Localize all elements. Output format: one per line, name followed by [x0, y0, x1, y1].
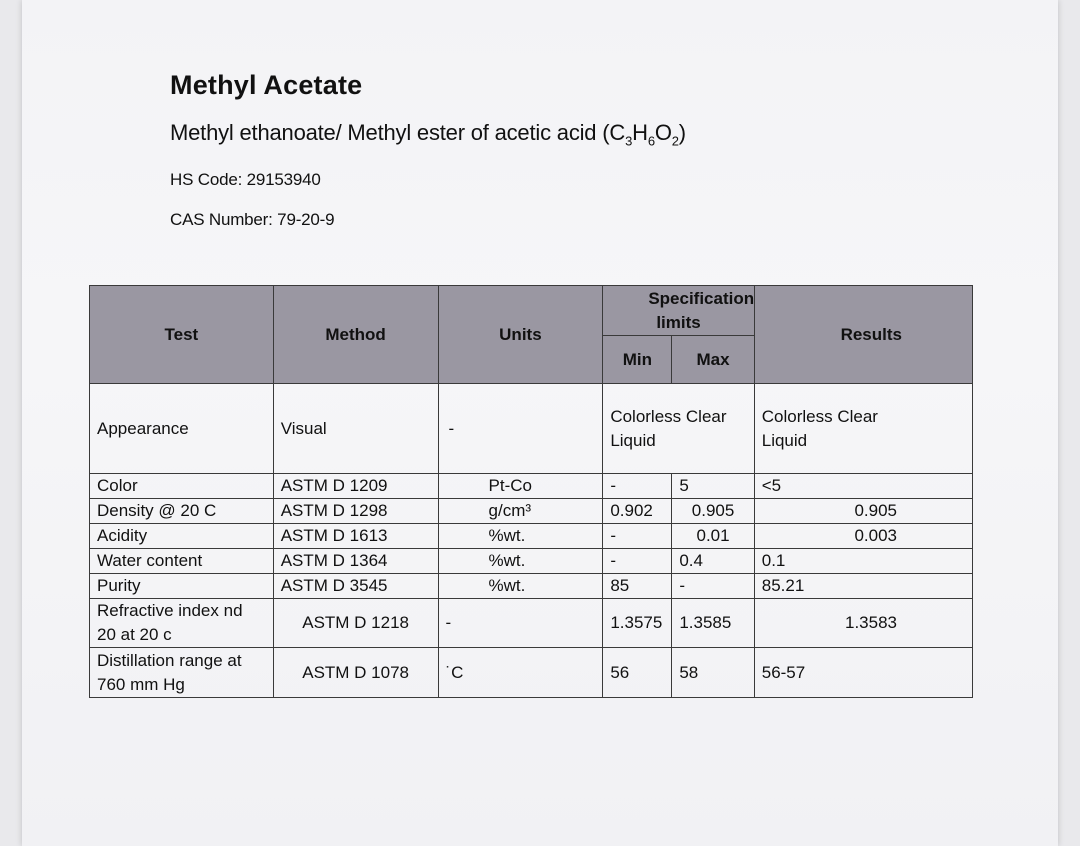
- document-page: [22, 0, 1058, 846]
- cell-method: ASTM D 1298: [273, 499, 438, 524]
- cell-max: 0.01: [672, 524, 754, 549]
- cell-min: 0.902: [603, 499, 672, 524]
- cell-result: Colorless Clear Liquid: [754, 384, 972, 474]
- cell-max: -: [672, 574, 754, 599]
- specification-table: [89, 285, 973, 698]
- cell-result: 0.003: [754, 524, 972, 549]
- cell-test: Distillation range at 760 mm Hg: [90, 648, 274, 698]
- cell-min: -: [603, 474, 672, 499]
- cell-min: -: [603, 549, 672, 574]
- cell-method: ASTM D 1364: [273, 549, 438, 574]
- cell-result: 85.21: [754, 574, 972, 599]
- cell-max: 5: [672, 474, 754, 499]
- cell-max: 0.905: [672, 499, 754, 524]
- cell-units: -: [438, 599, 603, 648]
- cell-units: Pt-Co: [438, 474, 603, 499]
- header-units: Units: [438, 286, 603, 384]
- cell-units: %wt.: [438, 524, 603, 549]
- cell-result: 0.905: [754, 499, 972, 524]
- cell-units: %wt.: [438, 549, 603, 574]
- cell-test: Purity: [90, 574, 274, 599]
- cell-test: Refractive index nd 20 at 20 c: [90, 599, 274, 648]
- cell-method: ASTM D 3545: [273, 574, 438, 599]
- cell-test: Color: [90, 474, 274, 499]
- cell-test: Appearance: [90, 384, 274, 474]
- cell-test: Water content: [90, 549, 274, 574]
- cell-result: 1.3583: [754, 599, 972, 648]
- cell-max: 0.4: [672, 549, 754, 574]
- cell-method: ASTM D 1209: [273, 474, 438, 499]
- header-test: Test: [90, 286, 274, 384]
- header-method: Method: [273, 286, 438, 384]
- cell-result: 56-57: [754, 648, 972, 698]
- hs-code: HS Code: 29153940: [170, 170, 321, 189]
- table-row: [90, 499, 973, 524]
- cell-test: Acidity: [90, 524, 274, 549]
- cell-method: ASTM D 1613: [273, 524, 438, 549]
- cell-test: Density @ 20 C: [90, 499, 274, 524]
- cell-min: -: [603, 524, 672, 549]
- cell-units: %wt.: [438, 574, 603, 599]
- table-row: [90, 648, 973, 698]
- cas-number: CAS Number: 79-20-9: [170, 210, 335, 229]
- cell-method: ASTM D 1078: [273, 648, 438, 698]
- table-row: [90, 599, 973, 648]
- cell-method: ASTM D 1218: [273, 599, 438, 648]
- table-row: [90, 384, 973, 474]
- cell-spec: Colorless Clear Liquid: [603, 384, 754, 474]
- cell-max: 58: [672, 648, 754, 698]
- header-max: Max: [672, 336, 754, 384]
- cell-method: Visual: [273, 384, 438, 474]
- header-spec-limits: Specification limits: [603, 286, 754, 336]
- table-row: [90, 524, 973, 549]
- cell-min: 85: [603, 574, 672, 599]
- table-row: [90, 574, 973, 599]
- cell-result: <5: [754, 474, 972, 499]
- cell-units: ˙C: [438, 648, 603, 698]
- table-row: [90, 549, 973, 574]
- cell-units: g/cm³: [438, 499, 603, 524]
- cell-min: 1.3575: [603, 599, 672, 648]
- cell-units: -: [438, 384, 603, 474]
- cell-min: 56: [603, 648, 672, 698]
- product-subtitle: Methyl ethanoate/ Methyl ester of acetic acid $(C_3H_6O_2)$: [170, 120, 686, 149]
- header-min: Min: [603, 336, 672, 384]
- cell-result: 0.1: [754, 549, 972, 574]
- cell-max: 1.3585: [672, 599, 754, 648]
- header-results: Results: [754, 286, 972, 384]
- product-title: Methyl Acetate: [170, 70, 363, 100]
- table-row: [90, 474, 973, 499]
